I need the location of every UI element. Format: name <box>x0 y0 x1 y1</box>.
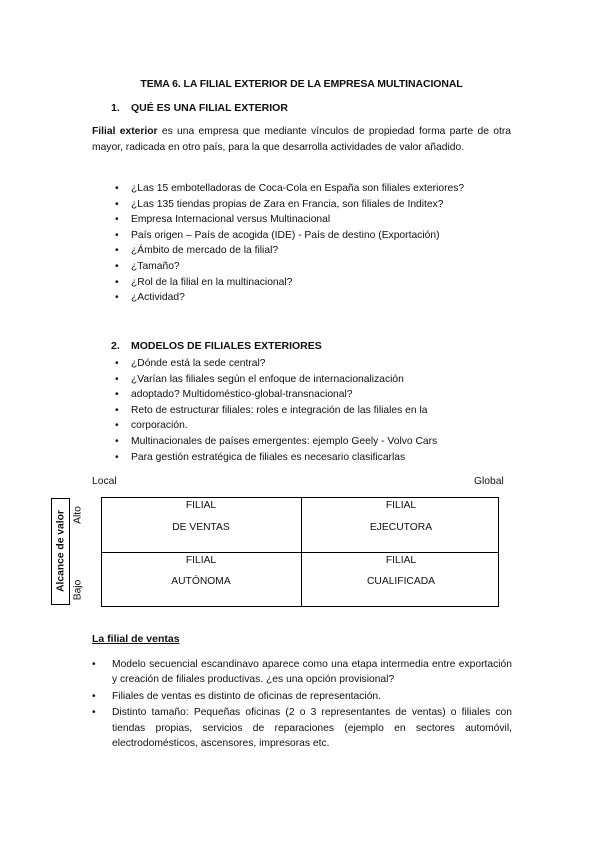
section1-bullet-list <box>111 181 511 306</box>
list-item: • ¿Actividad? <box>111 290 511 306</box>
list-item: • Para gestión estratégica de filiales es necesario clasificarlas <box>111 450 511 466</box>
definition-text: es una empresa que mediante vínculos de propiedad forma parte de otra mayor, radicada en otro país, para la que desarrolla actividades de valor añadido. <box>92 126 511 153</box>
section2-heading <box>111 340 322 352</box>
matrix-cell-ventas-line2: DE VENTAS <box>172 522 230 533</box>
list-item: • Modelo secuencial escandinavo aparece como una etapa intermedia entre exportación y creación de filiales productivas. ¿es una opción provisional? <box>92 657 512 688</box>
list-item: • Filiales de ventas es distinto de oficinas de representación. <box>92 689 512 704</box>
list-item: • ¿Varían las filiales según el enfoque de internacionalización <box>111 372 511 388</box>
list-item: • corporación. <box>111 418 511 434</box>
list-item: • ¿Tamaño? <box>111 259 511 275</box>
section3-heading: La filial de ventas <box>92 633 180 645</box>
definition-term: Filial exterior <box>92 126 158 137</box>
matrix-divider-horizontal <box>101 552 499 553</box>
list-item: • ¿Ámbito de mercado de la filial? <box>111 243 511 259</box>
list-item: • Empresa Internacional versus Multinacional <box>111 212 511 228</box>
y-axis-high-label: Alto <box>72 506 84 524</box>
list-item: • Multinacionales de países emergentes: ejemplo Geely - Volvo Cars <box>111 434 511 450</box>
matrix-cell-ventas-line1: FILIAL <box>185 500 217 511</box>
definition-paragraph <box>92 124 511 156</box>
matrix-cell-ejecutora-line1: FILIAL <box>385 500 417 511</box>
y-axis-low-label: Bajo <box>72 579 84 601</box>
axis-label-local: Local <box>92 476 117 487</box>
list-item: • ¿Las 15 embotelladoras de Coca-Cola en España son filiales exteriores? <box>111 181 511 197</box>
list-item: • País origen – País de acogida (IDE) - País de destino (Exportación) <box>111 228 511 244</box>
matrix-cell-autonoma-line1: FILIAL <box>185 555 217 566</box>
section3-bullet-list <box>92 657 512 752</box>
axis-label-global: Global <box>474 476 504 487</box>
list-item: • ¿Rol de la filial en la multinacional? <box>111 275 511 291</box>
section2-heading-text: MODELOS DE FILIALES EXTERIORES <box>131 340 322 352</box>
list-item: • adoptado? Multidoméstico-global-transnacional? <box>111 387 511 403</box>
matrix-cell-cualificada-line2: CUALIFICADA <box>366 576 436 587</box>
section1-heading-text: QUÉ ES UNA FILIAL EXTERIOR <box>131 102 288 114</box>
list-item: • ¿Las 135 tiendas propias de Zara en Francia, son filiales de Inditex? <box>111 197 511 213</box>
list-item: • Distinto tamaño: Pequeñas oficinas (2 o 3 representantes de ventas) o filiales con tiendas propias, servicios de reparaciones (ejemplo en sectores automóvil, electrodomésticos, ascensores, impresoras etc. <box>92 705 512 751</box>
section1-heading <box>111 102 288 114</box>
matrix-cell-cualificada-line1: FILIAL <box>385 555 417 566</box>
document-title: TEMA 6. LA FILIAL EXTERIOR DE LA EMPRESA MULTINACIONAL <box>140 78 463 90</box>
section1-number: 1. <box>111 102 120 114</box>
matrix-cell-ejecutora-line2: EJECUTORA <box>369 522 433 533</box>
list-item: • Reto de estructurar filiales: roles e integración de las filiales en la <box>111 403 511 419</box>
matrix-cell-autonoma-line2: AUTÓNOMA <box>171 576 231 587</box>
section2-bullet-list <box>111 356 511 465</box>
section2-number: 2. <box>111 340 120 352</box>
y-axis-label: Alcance de valor <box>55 510 67 592</box>
list-item: • ¿Dónde está la sede central? <box>111 356 511 372</box>
